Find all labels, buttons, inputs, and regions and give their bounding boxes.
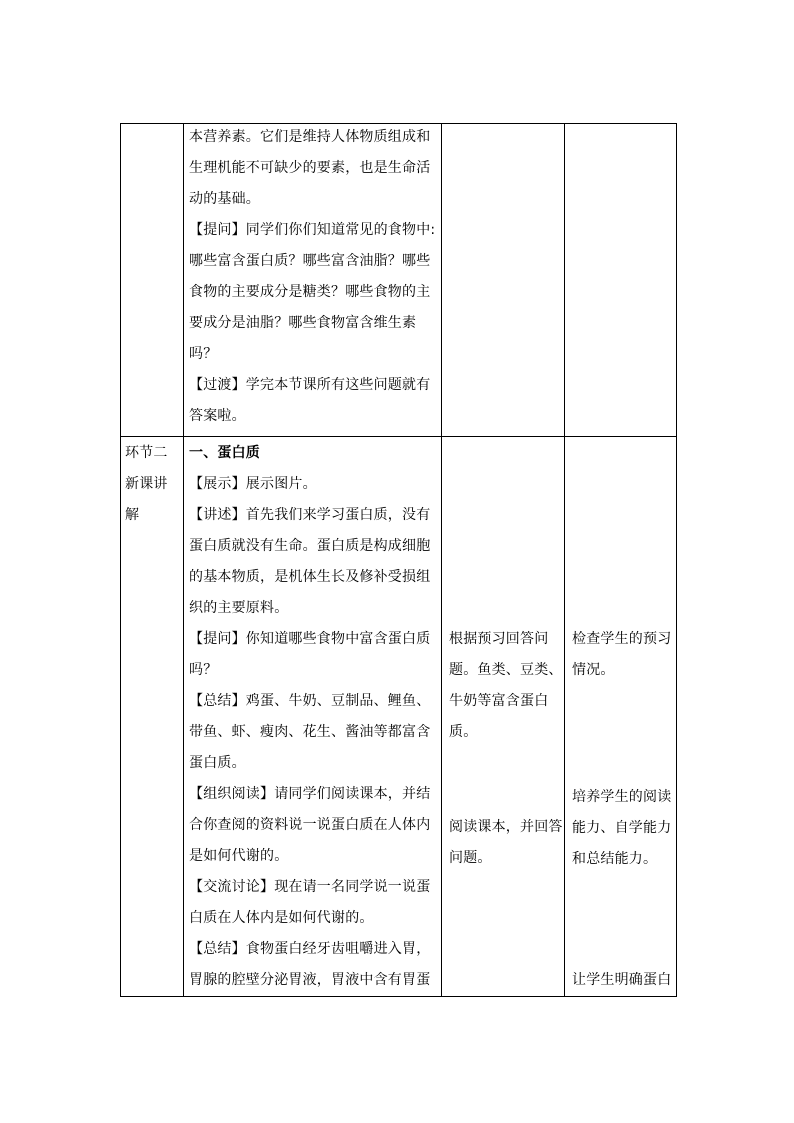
section-heading: 一、蛋白质: [189, 445, 260, 461]
text-line: 【展示】展示图片。: [189, 476, 317, 492]
text-line: 哪些富含蛋白质？哪些富含油脂？哪些: [189, 253, 431, 269]
text-line: 要成分是油脂？哪些食物富含维生素: [189, 315, 417, 331]
text-line: 食物的主要成分是糖类？哪些食物的主: [189, 284, 431, 300]
text-line: 【提问】同学们你们知道常见的食物中:: [189, 222, 436, 238]
section-label: 解: [125, 507, 140, 523]
text-line: 牛奶等富含蛋白: [449, 693, 549, 709]
text-line: 答案啦。: [189, 408, 246, 424]
column-divider: [183, 124, 184, 436]
text-line: 题。鱼类、豆类、: [449, 662, 563, 678]
text-line: 问题。: [449, 850, 492, 866]
text-line: 能力、自学能力: [572, 820, 672, 836]
text-line: 【总结】鸡蛋、牛奶、豆制品、鲤鱼、: [189, 693, 431, 709]
text-line: 的基本物质，是机体生长及修补受损组: [189, 569, 431, 585]
table-row: [121, 124, 676, 437]
text-line: 阅读课本，并回答: [449, 819, 563, 835]
lesson-table: [120, 123, 677, 997]
text-line: 蛋白质就没有生命。蛋白质是构成细胞: [189, 538, 431, 554]
text-line: 【总结】食物蛋白经牙齿咀嚼进入胃，: [189, 941, 431, 957]
text-line: 胃腺的腔壁分泌胃液，胃液中含有胃蛋: [189, 972, 431, 988]
section-label: 新课讲: [125, 476, 168, 492]
text-line: 【讲述】首先我们来学习蛋白质，没有: [189, 507, 431, 523]
text-line: 让学生明确蛋白: [572, 972, 672, 988]
text-line: 质。: [449, 724, 478, 740]
text-line: 根据预习回答问: [449, 631, 549, 647]
text-line: 【过渡】学完本节课所有这些问题就有: [189, 377, 431, 393]
text-line: 本营养素。它们是维持人体物质组成和: [189, 129, 431, 145]
text-line: 蛋白质。: [189, 755, 246, 771]
text-line: 情况。: [572, 662, 615, 678]
text-line: 培养学生的阅读: [572, 789, 672, 805]
text-line: 动的基础。: [189, 191, 260, 207]
section-label: 环节二: [125, 445, 168, 461]
text-line: 是如何代谢的。: [189, 848, 289, 864]
text-line: 带鱼、虾、瘦肉、花生、酱油等都富含: [189, 724, 431, 740]
text-line: 吗？: [189, 662, 218, 678]
text-line: 和总结能力。: [572, 851, 658, 867]
column-divider: [564, 437, 565, 996]
text-line: 吗？: [189, 346, 218, 362]
text-line: 织的主要原料。: [189, 600, 289, 616]
column-divider: [441, 437, 442, 996]
text-line: 合你查阅的资料说一说蛋白质在人体内: [189, 817, 431, 833]
text-line: 白质在人体内是如何代谢的。: [189, 910, 374, 926]
column-divider: [441, 124, 442, 436]
column-divider: [564, 124, 565, 436]
text-line: 生理机能不可缺少的要素，也是生命活: [189, 160, 431, 176]
text-line: 检查学生的预习: [572, 631, 672, 647]
text-line: 【提问】你知道哪些食物中富含蛋白质: [189, 631, 431, 647]
table-row: [121, 437, 676, 996]
text-line: 【交流讨论】现在请一名同学说一说蛋: [189, 879, 431, 895]
column-divider: [183, 437, 184, 996]
text-line: 【组织阅读】请同学们阅读课本，并结: [189, 786, 431, 802]
